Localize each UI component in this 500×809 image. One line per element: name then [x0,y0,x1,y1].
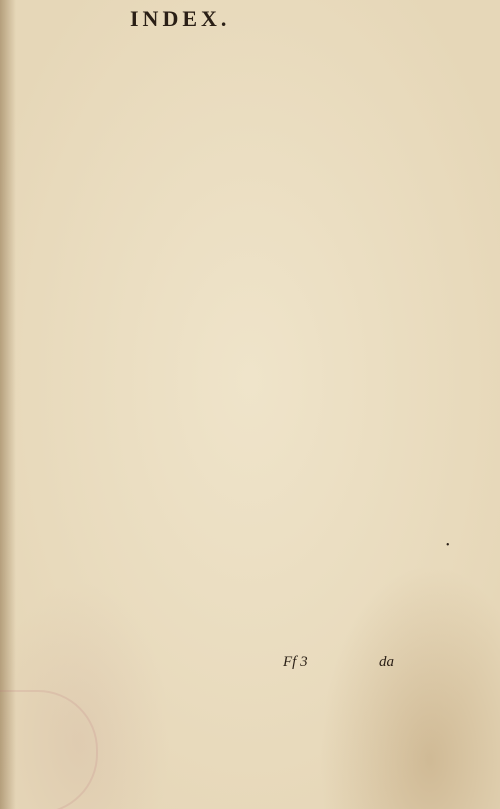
ink-dot: • [446,540,450,551]
page-heading: INDEX. [130,6,231,31]
page-gutter-shadow [0,0,16,809]
catchword: da [379,654,394,670]
signature-mark: Ff 3 [283,654,308,670]
library-stamp-trace [0,690,98,809]
